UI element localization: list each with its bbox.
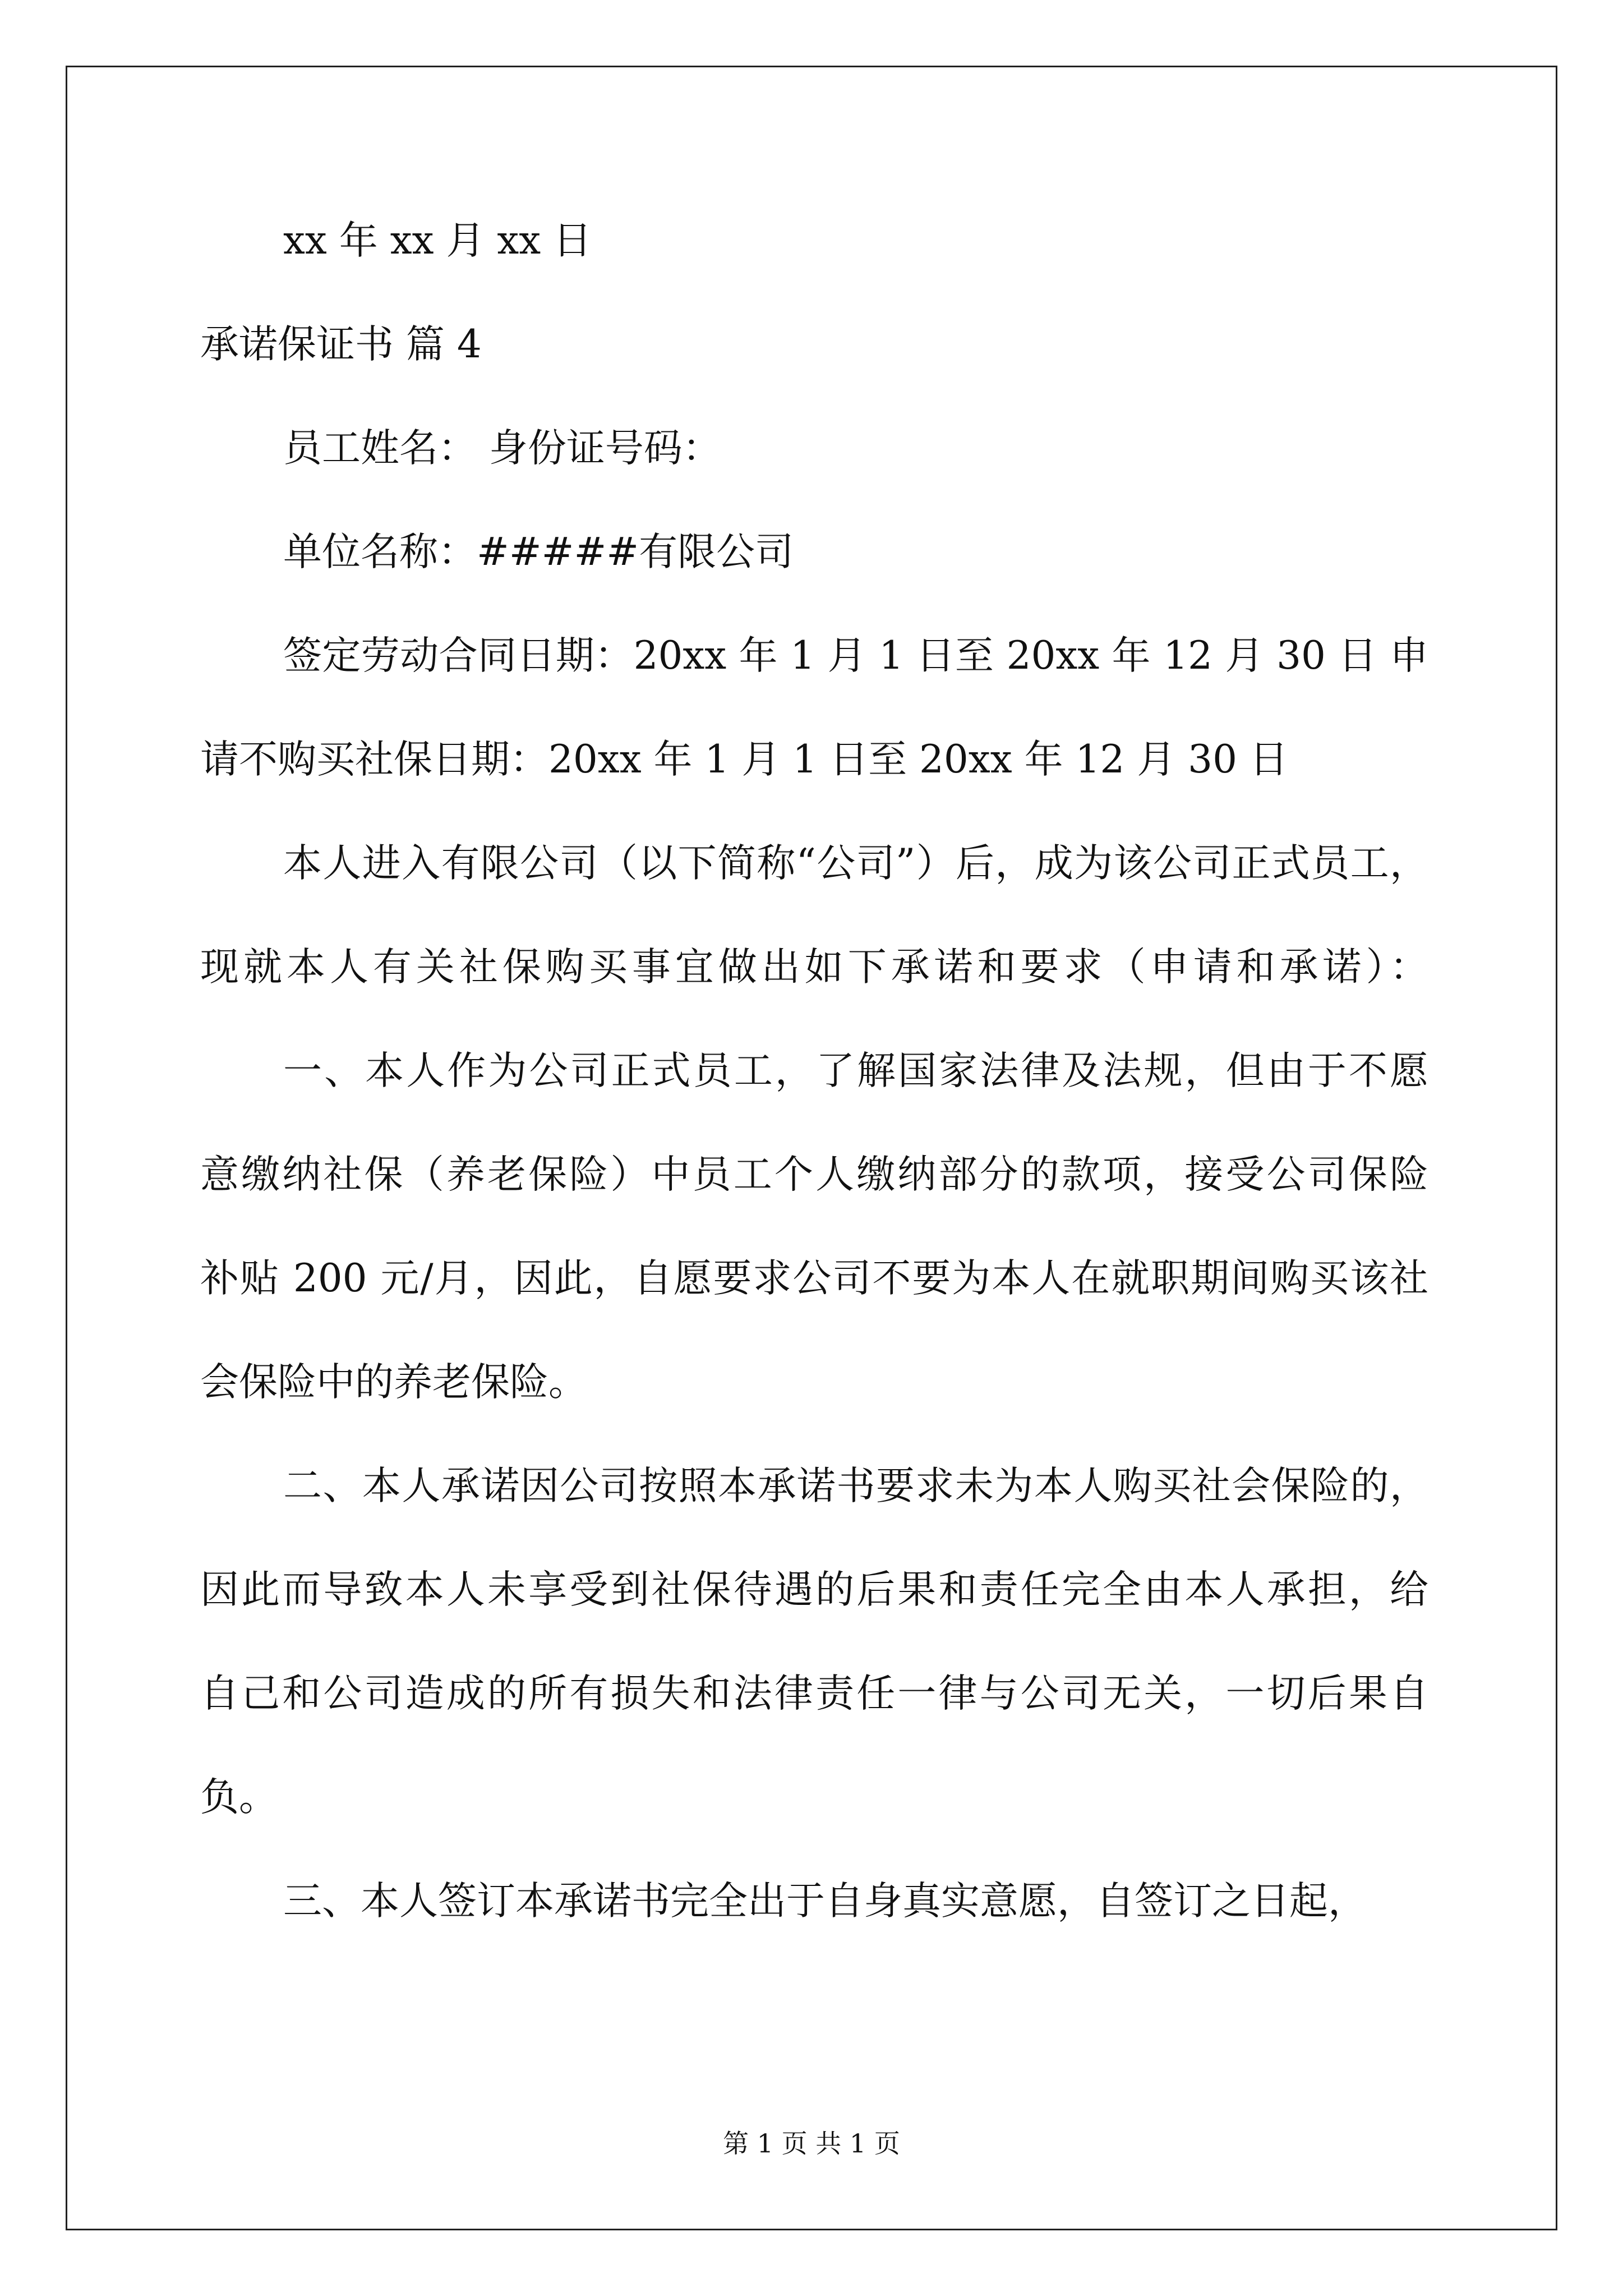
page-footer: 第 1 页 共 1 页 (723, 2128, 900, 2159)
clause-1-line-4: 会保险中的养老保险。 (200, 1360, 587, 1405)
contract-date-line-2: 请不购买社保日期：20xx 年 1 月 1 日至 20xx 年 12 月 30 日 (200, 737, 1288, 782)
clause-2-line-1: 二、本人承诺因公司按照本承诺书要求未为本人购买社会保险的， (283, 1464, 1428, 1508)
section-title: 承诺保证书 篇 4 (200, 322, 482, 367)
employee-info-line: 员工姓名： 身份证号码： (283, 426, 721, 471)
clause-2-line-2: 因此而导致本人未享受到社保待遇的后果和责任完全由本人承担，给 (200, 1567, 1428, 1612)
clause-2-line-4: 负。 (200, 1775, 278, 1820)
document-body (200, 215, 1428, 1979)
intro-line-2: 现就本人有关社保购买事宜做出如下承诺和要求（申请和承诺）： (200, 945, 1428, 990)
intro-line-1: 本人进入有限公司（以下简称“公司”）后，成为该公司正式员工， (283, 841, 1428, 886)
clause-2-line-3: 自己和公司造成的所有损失和法律责任一律与公司无关，一切后果自 (200, 1671, 1428, 1716)
clause-3-line-1: 三、本人签订本承诺书完全出于自身真实意愿，自签订之日起， (283, 1879, 1367, 1924)
contract-date-line-1: 签定劳动合同日期：20xx 年 1 月 1 日至 20xx 年 12 月 30 日 申 (283, 633, 1428, 678)
company-name-line: 单位名称：#####有限公司 (283, 530, 794, 574)
clause-1-line-3: 补贴 200 元/月，因此，自愿要求公司不要为本人在就职期间购买该社 (200, 1256, 1428, 1301)
clause-1-line-2: 意缴纳社保（养老保险）中员工个人缴纳部分的款项，接受公司保险 (200, 1152, 1428, 1197)
date-line: xx 年 xx 月 xx 日 (283, 218, 592, 263)
clause-1-line-1: 一、本人作为公司正式员工，了解国家法律及法规，但由于不愿 (283, 1048, 1428, 1093)
